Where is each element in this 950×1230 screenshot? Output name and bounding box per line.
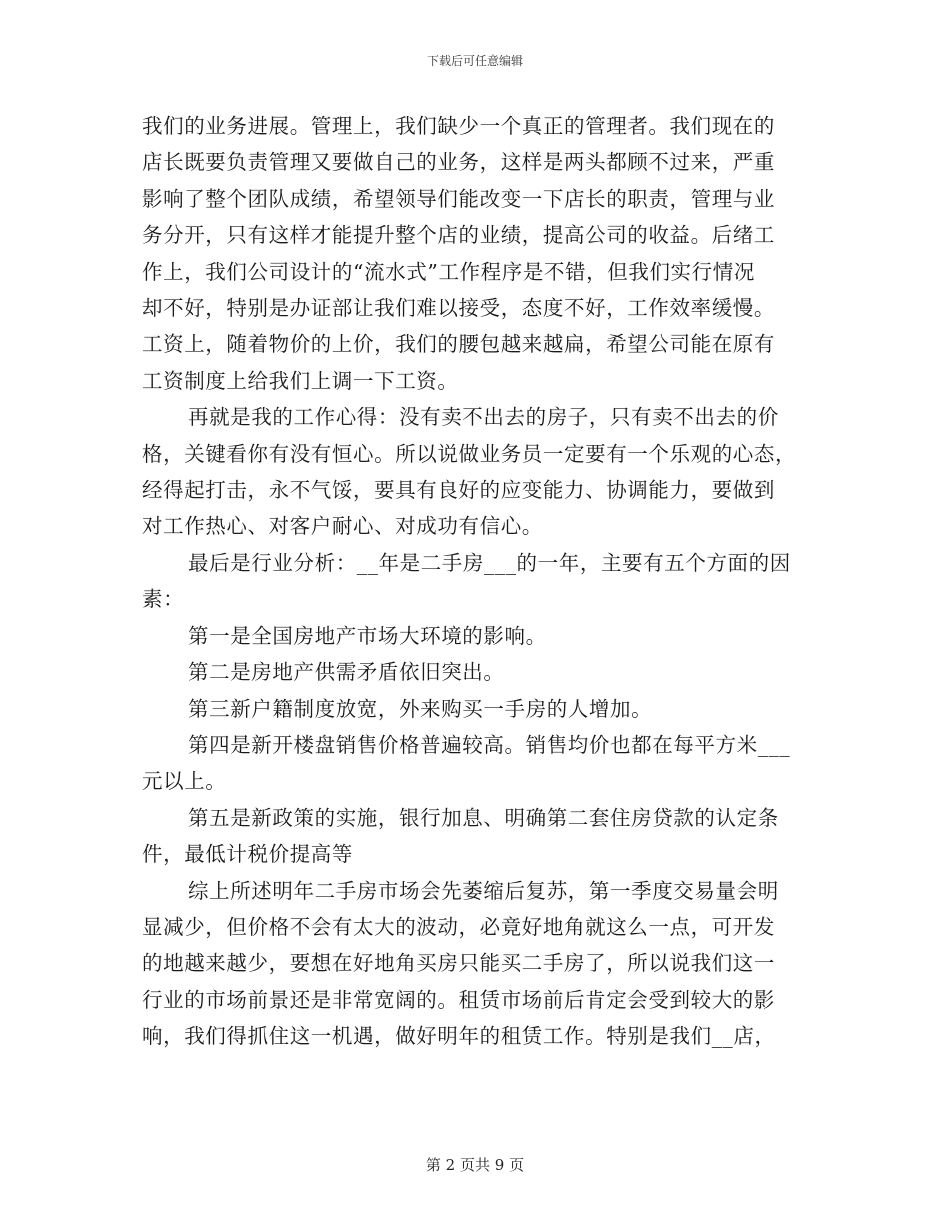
- text-line: 显减少，但价格不会有太大的波动，必竟好地角就这么一点，可开发: [142, 914, 775, 939]
- text-line: 第一是全国房地产市场大环境的影响。: [188, 623, 547, 648]
- paragraph: [142, 108, 810, 399]
- text-line: 件，最低计税价提高等: [142, 842, 353, 867]
- paragraph: [142, 399, 810, 545]
- paragraph: [142, 691, 810, 727]
- text-line: 再就是我的工作心得：没有卖不出去的房子，只有卖不出去的价: [188, 405, 779, 430]
- paragraph: [142, 873, 810, 1055]
- text-line: 影响了整个团队成绩，希望领导们能改变一下店长的职责，管理与业: [142, 186, 775, 211]
- text-line: 响，我们得抓住这一机遇，做好明年的租赁工作。特别是我们__店，: [142, 1024, 776, 1049]
- text-line: 的地越来越少，要想在好地角买房只能买二手房了，所以说我们这一: [142, 951, 775, 976]
- text-line: 经得起打击，永不气馁，要具有良好的应变能力、协调能力，要做到: [142, 478, 775, 503]
- text-line: 最后是行业分析：__年是二手房___的一年，主要有五个方面的因: [188, 550, 791, 575]
- text-line: 我们的业务进展。管理上，我们缺少一个真正的管理者。我们现在的: [142, 114, 775, 138]
- text-line: 行业的市场前景还是非常宽阔的。租赁市场前后肯定会受到较大的影: [142, 987, 775, 1012]
- paragraph: [142, 618, 810, 654]
- text-line: 务分开，只有这样才能提升整个店的业绩，提高公司的收益。后绪工: [142, 223, 775, 248]
- page-header: 下载后可任意编辑: [426, 54, 523, 68]
- paragraph: [142, 727, 810, 800]
- text-line: 素：: [142, 587, 185, 612]
- text-line: 第五是新政策的实施，银行加息、明确第二套住房贷款的认定条: [188, 805, 779, 830]
- text-line: 店长既要负责管理又要做自己的业务，这样是两头都顾不过来，严重: [142, 150, 775, 175]
- text-line: 元以上。: [142, 769, 227, 794]
- text-line: 作上，我们公司设计的“流水式”工作程序是不错，但我们实行情况: [142, 259, 755, 284]
- text-line: 工资制度上给我们上调一下工资。: [142, 368, 459, 393]
- paragraph: [142, 654, 810, 690]
- text-line: 第三新户籍制度放宽，外来购买一手房的人增加。: [188, 696, 653, 721]
- text-line: 工资上，随着物价的上价，我们的腰包越来越扁，希望公司能在原有: [142, 332, 775, 357]
- text-line: 第二是房地产供需矛盾依旧突出。: [188, 660, 505, 685]
- document-body: [142, 108, 810, 1055]
- text-line: 第四是新开楼盘销售价格普遍较高。销售均价也都在每平方米___: [188, 732, 791, 757]
- page-footer: 第 2 页共 9 页: [425, 1156, 525, 1174]
- text-line: 格，关键看你有没有恒心。所以说做业务员一定要有一个乐观的心态，: [142, 441, 797, 466]
- text-line: 却不好，特别是办证部让我们难以接受，态度不好，工作效率缓慢。: [142, 296, 775, 321]
- text-line: 综上所述明年二手房市场会先萎缩后复苏，第一季度交易量会明: [188, 878, 779, 903]
- text-line: 对工作热心、对客户耐心、对成功有信心。: [142, 514, 543, 539]
- paragraph: [142, 800, 810, 873]
- paragraph: [142, 545, 810, 618]
